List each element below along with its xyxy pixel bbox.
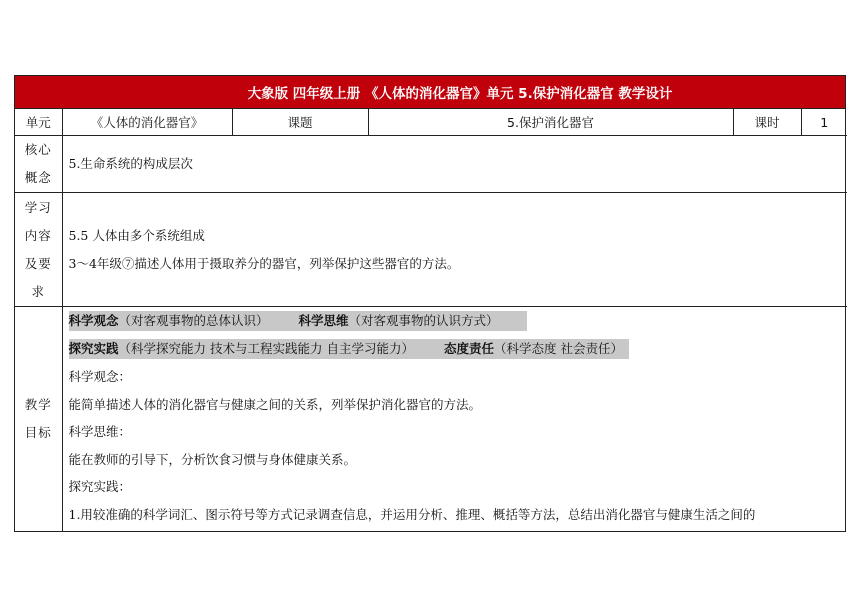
goal-paragraph: 1.用较准确的科学词汇、图示符号等方式记录调查信息，并运用分析、推理、概括等方法，总结出消化器官与健康生活之间的 <box>68 506 756 522</box>
goal-paragraph: 能简单描述人体的消化器官与健康之间的关系，列举保护消化器官的方法。 <box>68 396 482 412</box>
header-row <box>15 109 847 136</box>
unit-value: 《人体的消化器官》 <box>62 109 232 136</box>
goals-row <box>15 307 847 531</box>
goals-content <box>62 307 847 531</box>
learning-line: 5.5 人体由多个系统组成 <box>68 227 205 243</box>
core-concept-label: 核心 概念 <box>15 136 62 193</box>
learning-line: 3～4年级⑦描述人体用于摄取养分的器官，列举保护这些器官的方法。 <box>68 255 460 271</box>
goals-label: 教学 目标 <box>15 307 62 531</box>
goal-paragraph: 探究实践： <box>68 479 132 494</box>
lesson-plan-table <box>15 109 847 531</box>
period-label: 课时 <box>733 109 801 136</box>
goal-paragraph: 能在教师的引导下，分析饮食习惯与身体健康关系。 <box>68 451 357 467</box>
core-concept-text: 5.生命系统的构成层次 <box>62 136 847 193</box>
lesson-plan-document <box>14 75 846 532</box>
learning-label: 学习 内容 及要 求 <box>15 193 62 307</box>
goal-paragraph: 科学观念： <box>68 369 132 384</box>
lesson-value: 5.保护消化器官 <box>368 109 733 136</box>
period-value: 1 <box>801 109 847 136</box>
highlight-bar: 探究实践（科学探究能力 技术与工程实践能力 自主学习能力） 态度责任（科学态度 社会责任） <box>69 339 629 359</box>
learning-content <box>62 193 847 307</box>
goals-summary-line-2 <box>69 335 848 363</box>
document-title: 大象版 四年级上册 《人体的消化器官》单元 5.保护消化器官 教学设计 <box>15 76 845 109</box>
unit-label: 单元 <box>15 109 62 136</box>
highlight-bar: 科学观念（对客观事物的总体认识） 科学思维（对客观事物的认识方式） <box>69 311 527 331</box>
goal-paragraph: 科学思维： <box>68 424 132 439</box>
lesson-label: 课题 <box>232 109 368 136</box>
learning-row <box>15 193 847 307</box>
core-concept-row <box>15 136 847 193</box>
goals-summary-line-1 <box>69 307 848 335</box>
